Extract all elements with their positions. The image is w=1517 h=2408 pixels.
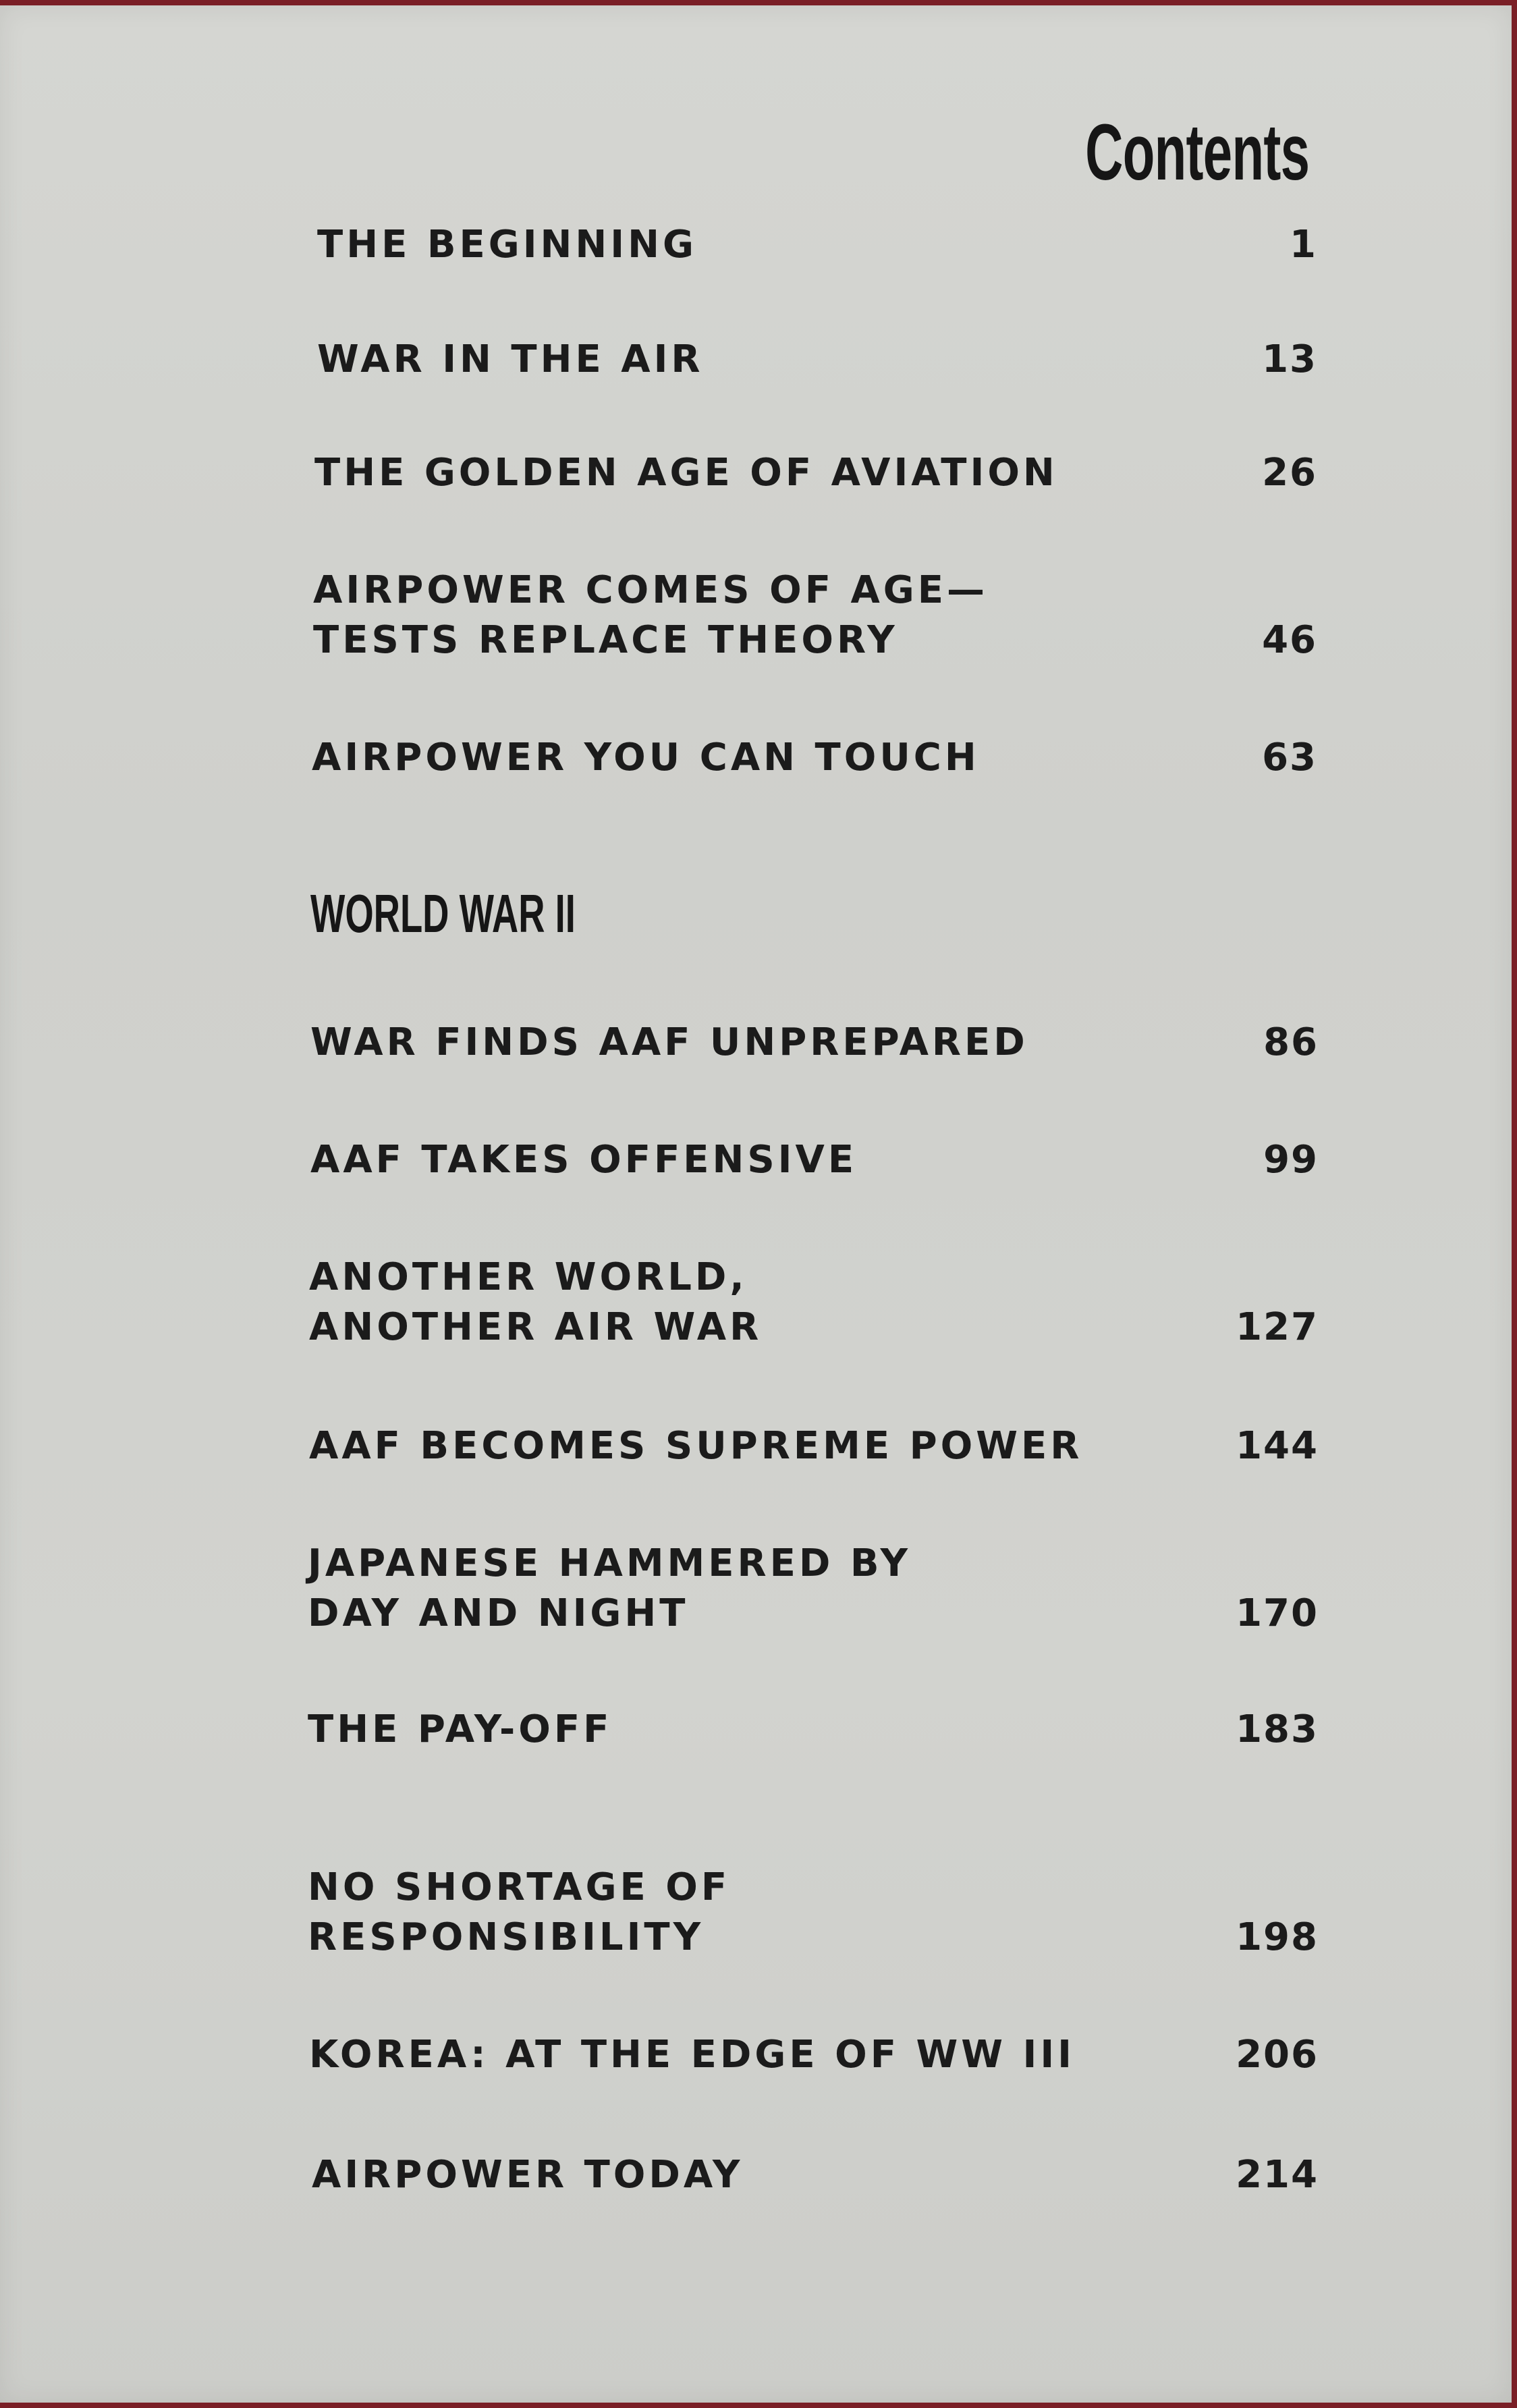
toc-entry <box>314 363 1317 498</box>
toc-entry-page-number: 170 <box>1236 1591 1319 1635</box>
toc-entry <box>312 648 1317 783</box>
toc-entry <box>308 1620 1319 1755</box>
toc-entry <box>309 1945 1319 2080</box>
toc-entry-page-number: 46 <box>1262 618 1317 662</box>
toc-entry-page-number: 99 <box>1263 1138 1319 1182</box>
toc-entry <box>309 1336 1319 1471</box>
toc-entry-page-number: 26 <box>1262 451 1317 495</box>
toc-entry-title: AIRPOWER COMES OF AGE— TESTS REPLACE THEORY <box>313 568 989 662</box>
toc-entry-page-number: 206 <box>1236 2033 1319 2077</box>
book-page <box>0 5 1512 2403</box>
toc-entry <box>310 1050 1319 1185</box>
toc-entry-page-number: 1 <box>1290 223 1317 267</box>
toc-entry-page-number: 86 <box>1263 1020 1319 1064</box>
toc-entry-title: WAR IN THE AIR <box>317 337 704 381</box>
toc-entry-title: NO SHORTAGE OF RESPONSIBILITY <box>308 1865 731 1959</box>
toc-entry-page-number: 198 <box>1236 1915 1319 1959</box>
toc-entry-title: THE PAY-OFF <box>308 1707 613 1751</box>
toc-entry-title: KOREA: AT THE EDGE OF WW III <box>309 2033 1075 2077</box>
toc-entry-title: AIRPOWER YOU CAN TOUCH <box>312 736 980 779</box>
toc-entry-title: ANOTHER WORLD, ANOTHER AIR WAR <box>309 1255 763 1349</box>
toc-entry-page-number: 63 <box>1262 736 1317 779</box>
toc-entry-title: JAPANESE HAMMERED BY DAY AND NIGHT <box>308 1541 912 1635</box>
table-of-contents <box>0 5 1512 2403</box>
toc-entry-page-number: 144 <box>1236 1424 1319 1468</box>
toc-entry <box>308 1828 1319 1963</box>
toc-entry-title: THE GOLDEN AGE OF AVIATION <box>314 451 1058 495</box>
toc-entry-title: AAF BECOMES SUPREME POWER <box>309 1424 1083 1468</box>
toc-entry-page-number: 183 <box>1236 1707 1319 1751</box>
toc-entry-page-number: 127 <box>1236 1305 1319 1349</box>
toc-entry-page-number: 13 <box>1262 337 1317 381</box>
toc-entry <box>310 933 1319 1068</box>
toc-entry-title: AIRPOWER TODAY <box>312 2153 744 2197</box>
toc-entry <box>309 1217 1319 1352</box>
toc-entry-page-number: 214 <box>1236 2153 1319 2197</box>
toc-entry-title: WAR FINDS AAF UNPREPARED <box>310 1020 1028 1064</box>
toc-entry <box>313 530 1317 665</box>
section-heading: WORLD WAR II <box>310 883 576 943</box>
toc-entry-title: AAF TAKES OFFENSIVE <box>310 1138 858 1182</box>
toc-entry <box>308 1504 1319 1639</box>
toc-entry <box>312 2065 1319 2200</box>
page-title: Contents <box>1084 108 1309 197</box>
toc-entry-title: THE BEGINNING <box>317 223 697 267</box>
